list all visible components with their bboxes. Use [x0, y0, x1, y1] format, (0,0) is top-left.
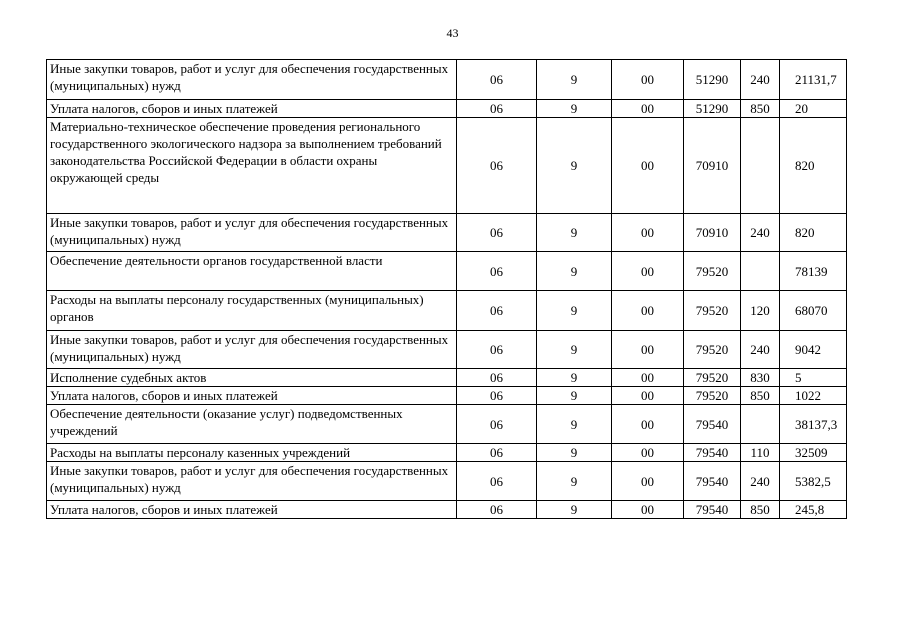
table-row: [47, 331, 847, 369]
subprogram-code: 00: [612, 444, 684, 462]
table-row: [47, 291, 847, 331]
direction-code: 79520: [684, 331, 741, 369]
budget-table: [46, 59, 847, 519]
direction-code: 51290: [684, 60, 741, 100]
amount: 20: [780, 100, 847, 118]
expense-name: Обеспечение деятельности (оказание услуг) подведомственных учреждений: [47, 405, 457, 444]
table-row: [47, 214, 847, 252]
table-row: [47, 60, 847, 100]
expense-name: Иные закупки товаров, работ и услуг для обеспечения государственных (муниципальных) нужд: [47, 214, 457, 252]
expense-type-code: 240: [741, 331, 780, 369]
expense-type-code: 240: [741, 462, 780, 501]
program-code: 9: [537, 387, 612, 405]
expense-name: Иные закупки товаров, работ и услуг для обеспечения государственных (муниципальных) нужд: [47, 331, 457, 369]
table-row: [47, 462, 847, 501]
expense-name: Расходы на выплаты персоналу государственных (муниципальных) органов: [47, 291, 457, 331]
section-code: 06: [457, 387, 537, 405]
program-code: 9: [537, 501, 612, 519]
expense-type-code: 110: [741, 444, 780, 462]
subprogram-code: 00: [612, 331, 684, 369]
table-row: [47, 369, 847, 387]
subprogram-code: 00: [612, 501, 684, 519]
section-code: 06: [457, 462, 537, 501]
table-row: [47, 387, 847, 405]
section-code: 06: [457, 501, 537, 519]
expense-name: Уплата налогов, сборов и иных платежей: [47, 501, 457, 519]
program-code: 9: [537, 291, 612, 331]
expense-name: Материально-техническое обеспечение проведения регионального государственного экологического надзора за выполнением требований законодательства Российской Федерации в области охраны окружающей среды: [47, 118, 457, 214]
section-code: 06: [457, 369, 537, 387]
amount: 1022: [780, 387, 847, 405]
section-code: 06: [457, 60, 537, 100]
section-code: 06: [457, 331, 537, 369]
program-code: 9: [537, 100, 612, 118]
expense-name: Иные закупки товаров, работ и услуг для обеспечения государственных (муниципальных) нужд: [47, 60, 457, 100]
amount: 820: [780, 118, 847, 214]
expense-name: Исполнение судебных актов: [47, 369, 457, 387]
direction-code: 79540: [684, 501, 741, 519]
expense-type-code: 240: [741, 214, 780, 252]
expense-type-code: 830: [741, 369, 780, 387]
amount: 820: [780, 214, 847, 252]
program-code: 9: [537, 331, 612, 369]
direction-code: 79540: [684, 444, 741, 462]
direction-code: 51290: [684, 100, 741, 118]
program-code: 9: [537, 369, 612, 387]
section-code: 06: [457, 444, 537, 462]
section-code: 06: [457, 405, 537, 444]
program-code: 9: [537, 444, 612, 462]
expense-name: Уплата налогов, сборов и иных платежей: [47, 100, 457, 118]
section-code: 06: [457, 252, 537, 291]
subprogram-code: 00: [612, 118, 684, 214]
expense-type-code: 240: [741, 60, 780, 100]
subprogram-code: 00: [612, 100, 684, 118]
direction-code: 79540: [684, 405, 741, 444]
expense-name: Обеспечение деятельности органов государственной власти: [47, 252, 457, 291]
program-code: 9: [537, 214, 612, 252]
section-code: 06: [457, 118, 537, 214]
subprogram-code: 00: [612, 252, 684, 291]
section-code: 06: [457, 214, 537, 252]
subprogram-code: 00: [612, 387, 684, 405]
program-code: 9: [537, 462, 612, 501]
subprogram-code: 00: [612, 369, 684, 387]
amount: 5382,5: [780, 462, 847, 501]
section-code: 06: [457, 291, 537, 331]
page-number: 43: [446, 26, 459, 40]
expense-name: Расходы на выплаты персоналу казенных учреждений: [47, 444, 457, 462]
subprogram-code: 00: [612, 462, 684, 501]
table-row: [47, 118, 847, 214]
table-row: [47, 444, 847, 462]
direction-code: 79520: [684, 291, 741, 331]
table-row: [47, 405, 847, 444]
direction-code: 70910: [684, 214, 741, 252]
amount: 9042: [780, 331, 847, 369]
direction-code: 79520: [684, 369, 741, 387]
table-row: [47, 252, 847, 291]
amount: 32509: [780, 444, 847, 462]
program-code: 9: [537, 118, 612, 214]
expense-type-code: [741, 118, 780, 214]
amount: 21131,7: [780, 60, 847, 100]
amount: 38137,3: [780, 405, 847, 444]
program-code: 9: [537, 60, 612, 100]
program-code: 9: [537, 405, 612, 444]
program-code: 9: [537, 252, 612, 291]
amount: 5: [780, 369, 847, 387]
expense-name: Уплата налогов, сборов и иных платежей: [47, 387, 457, 405]
direction-code: 70910: [684, 118, 741, 214]
direction-code: 79520: [684, 387, 741, 405]
amount: 68070: [780, 291, 847, 331]
subprogram-code: 00: [612, 214, 684, 252]
section-code: 06: [457, 100, 537, 118]
expense-type-code: 850: [741, 501, 780, 519]
table-row: [47, 100, 847, 118]
amount: 245,8: [780, 501, 847, 519]
amount: 78139: [780, 252, 847, 291]
expense-type-code: 850: [741, 100, 780, 118]
expense-type-code: [741, 405, 780, 444]
subprogram-code: 00: [612, 60, 684, 100]
direction-code: 79540: [684, 462, 741, 501]
subprogram-code: 00: [612, 291, 684, 331]
direction-code: 79520: [684, 252, 741, 291]
expense-type-code: 850: [741, 387, 780, 405]
expense-name: Иные закупки товаров, работ и услуг для обеспечения государственных (муниципальных) нужд: [47, 462, 457, 501]
expense-type-code: [741, 252, 780, 291]
subprogram-code: 00: [612, 405, 684, 444]
expense-type-code: 120: [741, 291, 780, 331]
table-row: [47, 501, 847, 519]
